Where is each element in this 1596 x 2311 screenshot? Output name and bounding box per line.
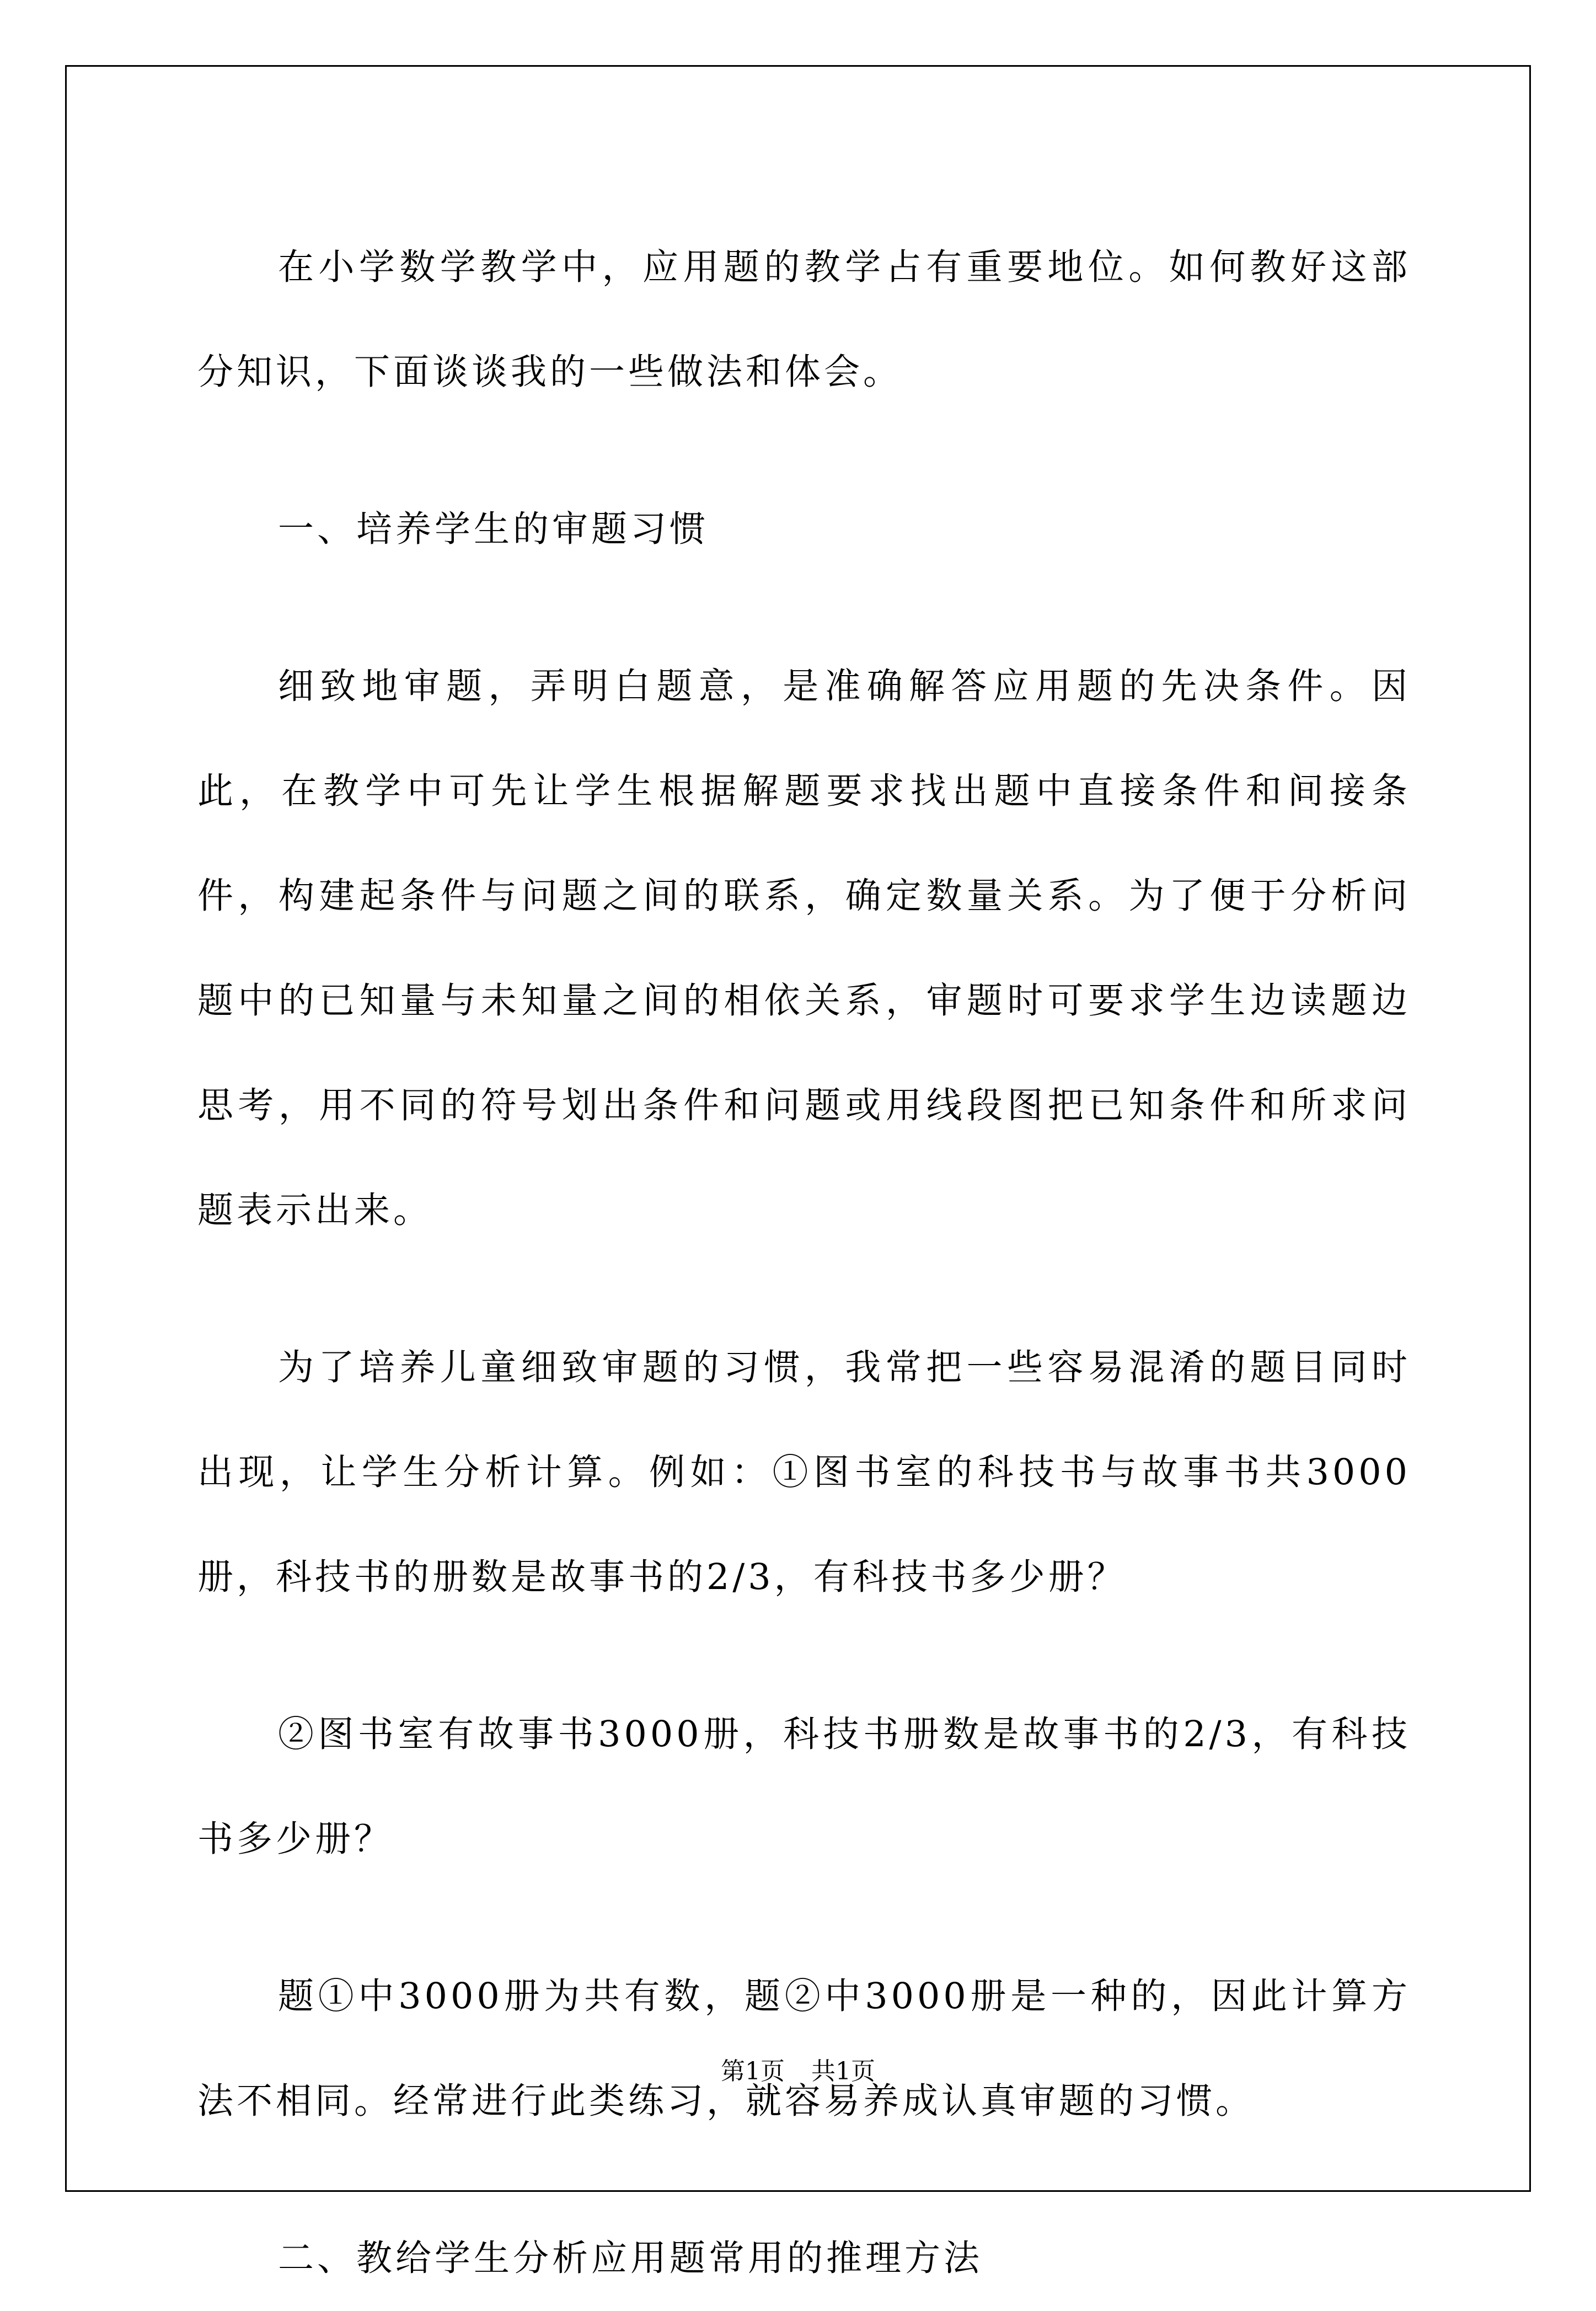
page-number: 第1页 bbox=[721, 2057, 785, 2085]
section-heading-2: 二、教给学生分析应用题常用的推理方法 bbox=[278, 2238, 983, 2279]
paragraph-example-1: 为了培养儿童细致审题的习惯，我常把一些容易混淆的题目同时出现，让学生分析计算。例如：①图书室的科技书与故事书共3000册，科技书的册数是故事书的2/3，有科技书多少册？ bbox=[197, 1347, 1411, 1598]
page-footer bbox=[0, 2055, 1596, 2088]
page-total: 共1页 bbox=[811, 2057, 875, 2085]
paragraph-example-2: ②图书室有故事书3000册，科技书册数是故事书的2/3，有科技书多少册？ bbox=[197, 1714, 1411, 1860]
document-body bbox=[197, 215, 1411, 2311]
paragraph-comparison: 题①中3000册为共有数，题②中3000册是一种的，因此计算方法不相同。经常进行此类练习，就容易养成认真审题的习惯。 bbox=[197, 1976, 1411, 2122]
paragraph-intro: 在小学数学教学中，应用题的教学占有重要地位。如何教好这部分知识，下面谈谈我的一些做法和体会。 bbox=[197, 247, 1411, 393]
section-heading-1: 一、培养学生的审题习惯 bbox=[278, 509, 709, 550]
paragraph-review-questions: 细致地审题，弄明白题意，是准确解答应用题的先决条件。因此，在教学中可先让学生根据解题要求找出题中直接条件和间接条件，构建起条件与问题之间的联系，确定数量关系。为了便于分析问题中的已知量与未知量之间的相依关系，审题时可要求学生边读题边思考，用不同的符号划出条件和问题或用线段图把已知条件和所求问题表示出来。 bbox=[197, 666, 1411, 1231]
